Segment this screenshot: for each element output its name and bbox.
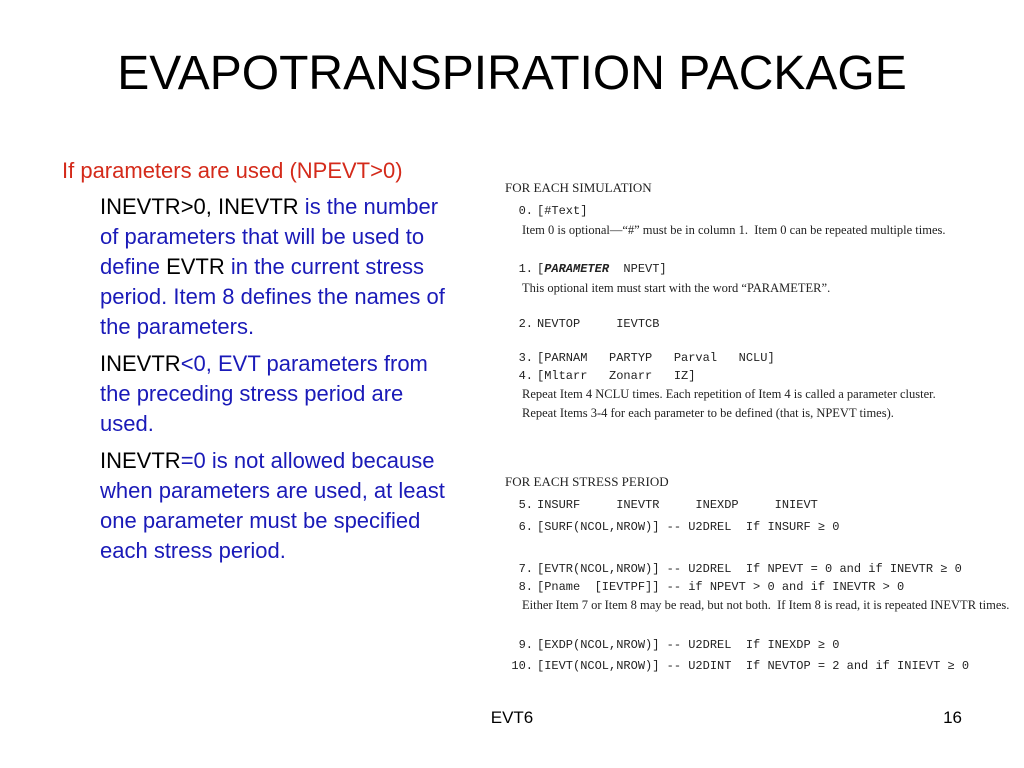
item-text: INSURF INEVTR INEXDP INIEVT <box>537 498 818 512</box>
operator-text: >0, <box>180 194 218 219</box>
item-7-line <box>505 562 962 576</box>
item-78-description: Either Item 7 or Item 8 may be read, but not both. If Item 8 is read, it is repeated INEVTR times. <box>522 598 1010 612</box>
item-1-line <box>505 262 667 276</box>
item-text: [EVTR(NCOL,NROW)] -- U2DREL If NPEVT = 0 and if INEVTR ≥ 0 <box>537 562 962 576</box>
keyword-inevtr-2: INEVTR <box>218 194 299 219</box>
item-34-description-1: Repeat Item 4 NCLU times. Each repetition of Item 4 is called a parameter cluster. <box>522 387 936 401</box>
item-number: 9. <box>518 638 533 652</box>
keyword-inevtr: INEVTR <box>100 448 181 473</box>
simulation-heading: FOR EACH SIMULATION <box>505 180 652 195</box>
paragraph-text: is the number of parameters that will be used to define <box>100 194 439 279</box>
item-1-description: This optional item must start with the word “PARAMETER”. <box>522 281 831 295</box>
left-text-column <box>62 156 462 573</box>
item-number: 6. <box>518 520 533 534</box>
item-text: [#Text] <box>537 204 588 218</box>
item-number: 3. <box>518 351 533 365</box>
paragraph-text-2: in the current stress period. Item 8 defines the names of the parameters. <box>100 254 445 339</box>
item-number: 8. <box>518 580 533 594</box>
item-text: [Pname [IEVTPF]] -- if NPEVT > 0 and if INEVTR > 0 <box>537 580 905 594</box>
item-text: [EXDP(NCOL,NROW)] -- U2DREL If INEXDP ≥ 0 <box>537 638 840 652</box>
item-5-line <box>505 498 818 512</box>
item-9-line <box>505 638 839 652</box>
footer-label: EVT6 <box>490 708 534 727</box>
item-text: [SURF(NCOL,NROW)] -- U2DREL If INSURF ≥ 0 <box>537 520 840 534</box>
item-number: 2. <box>518 317 533 331</box>
paragraph-inevtr-positive <box>100 192 462 342</box>
item-number: 10. <box>511 659 533 673</box>
paragraph-inevtr-negative <box>100 349 462 439</box>
item-number: 7. <box>518 562 533 576</box>
item-number: 4. <box>518 369 533 383</box>
slide-title: EVAPOTRANSPIRATION PACKAGE <box>117 47 907 100</box>
item-6-line <box>505 520 839 534</box>
item-34-description-2: Repeat Items 3-4 for each parameter to be defined (that is, NPEVT times). <box>522 406 894 420</box>
item-2-line <box>505 317 659 331</box>
item-text: [PARNAM PARTYP Parval NCLU] <box>537 351 775 365</box>
item-0-description: Item 0 is optional—“#” must be in column 1. Item 0 can be repeated multiple times. <box>522 223 946 237</box>
item-text: NEVTOP IEVTCB <box>537 317 660 331</box>
stress-period-heading: FOR EACH STRESS PERIOD <box>505 474 669 489</box>
paragraph-text: <0, EVT parameters from the preceding stress period are used. <box>100 351 428 436</box>
parameter-keyword: PARAMETER <box>544 262 610 276</box>
item-text: [IEVT(NCOL,NROW)] -- U2DINT If NEVTOP = 2 and if INIEVT ≥ 0 <box>537 659 970 673</box>
item-10-line <box>497 659 969 673</box>
paragraph-text: =0 is not allowed because when parameters are used, at least one parameter must be specified each stress period. <box>100 448 445 563</box>
item-text: [Mltarr Zonarr IZ] <box>537 369 696 383</box>
item-number: 5. <box>518 498 533 512</box>
intro-line: If parameters are used (NPEVT>0) <box>62 158 403 183</box>
item-4-line <box>505 369 695 383</box>
item-0-line <box>505 204 587 218</box>
item-8-line <box>505 580 904 594</box>
item-text: NPEVT] <box>609 262 667 276</box>
item-bracket: [ <box>537 262 545 276</box>
keyword-inevtr: INEVTR <box>100 194 181 219</box>
keyword-inevtr: INEVTR <box>100 351 181 376</box>
item-3-line <box>505 351 775 365</box>
page-number: 16 <box>943 708 962 727</box>
keyword-evtr: EVTR <box>166 254 225 279</box>
paragraph-inevtr-zero <box>100 446 462 566</box>
item-number: 0. <box>518 204 533 218</box>
item-number: 1. <box>518 262 533 276</box>
